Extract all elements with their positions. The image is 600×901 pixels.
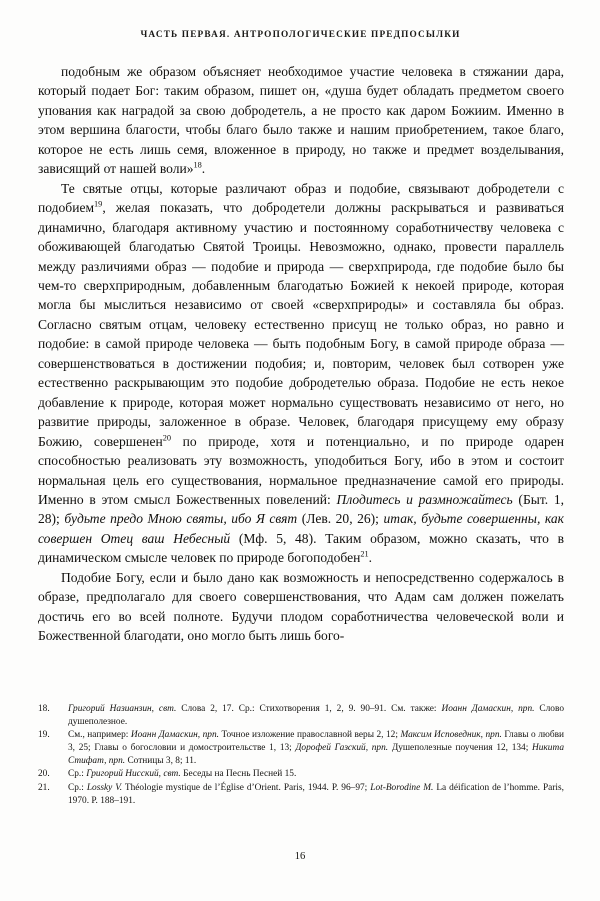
footnote-21-author-2: Lot-Borodine M.	[370, 783, 434, 794]
footnote-18-body-1: Слова 2, 17. Ср.: Стихотворения 1, 2, 9. 90–91. См. также:	[176, 704, 442, 714]
footnote-18-author-2: Иоанн Дамаскин, прп.	[441, 704, 535, 714]
footnote-19-author-2: Максим Исповедник, прп.	[400, 730, 502, 741]
footnote-19-body-4: Сотницы 3, 8; 11.	[125, 755, 197, 766]
footnote-21	[38, 782, 564, 807]
footnote-19-text	[68, 729, 564, 767]
paragraph-1-tail: .	[201, 161, 206, 177]
paragraph-2-segment-1: Те святые отцы, которые различают образ и подобие, связывают добродетели с подобием	[38, 180, 564, 216]
paragraph-2-segment-2: , желая показать, что добродетели должны раскрываться и развиваться динамично, благодаря активному участию и постоянному соработничеству человека с обоживающей благодатью Святой Троицы. Невозможно, однако, провести параллель между различиями образ — подобие и природа — сверхприрода, где подобие было бы чем-то сверхприродным, добавленным благодатью Божией к некоей природе, которая могла бы мыслиться независимо от своей «сверхприроды» и составляла бы образ. Согласно святым отцам, человеку естественно присущ не только образ, но равно и подобие: в самой природе человека — быть подобным Богу, в самой природе образа — совершенствоваться в достижении подобия; и, повторим, человек был сотворен уже естественно раскрывающим это подобие добродетелью образа. Подобие не есть некое добавление к природе, которая может нормально существовать независимо от него, но развитие природы, заложенное в образе. Человек, благодаря присущему ему образу Божию, совершенен	[38, 200, 564, 449]
footnote-19-body-3: Душеполезные поучения 12, 134;	[388, 742, 532, 753]
scripture-quote-matthew: итак, будьте совершенны, как совершен Отец ваш Небесный	[38, 511, 564, 546]
footnote-21-intro: Ср.:	[68, 783, 87, 794]
footnote-19	[38, 729, 564, 767]
footnote-ref-19[interactable]: 19	[94, 199, 103, 209]
footnote-21-body-1: Théologie mystique de l’Église d’Orient. Paris, 1944. P. 96–97;	[122, 783, 371, 794]
paragraph-1-text: подобным же образом объясняет необходимое участие человека в стяжании дара, который подает Бог: таким образом, пишет он, «душа будет обладать предметом своего упования как наградой за свою добродетель, а не просто как даром Божиим. Именно в этом вершина благости, чтобы благо было также и нашим приобретением, такое благо, которое не есть лишь семя, вложенное в природу, но также и предмет возделывания, зависящий от нашей воли»	[38, 64, 564, 177]
footnote-19-body-2: Главы о любви 3, 25; Главы о богословии и домостроительстве 1, 13;	[68, 730, 565, 753]
scripture-quote-genesis: Плодитесь и размножайтесь	[336, 491, 513, 507]
running-head: ЧАСТЬ ПЕРВАЯ. АНТРОПОЛОГИЧЕСКИЕ ПРЕДПОСЫЛКИ	[140, 30, 461, 40]
footnote-18-body-2: Слово душеполезное.	[68, 704, 564, 727]
footnote-19-author-1: Иоанн Дамаскин, прп.	[130, 730, 219, 741]
footnote-20-body-1: Беседы на Песнь Песней 15.	[180, 769, 297, 780]
page-number: 16	[294, 851, 306, 862]
paragraph-3-text: Подобие Богу, если и было дано как возможность и непосредственно содержалось в образе, предполагало для своего совершенствования, что Адам сам должен пожелать достичь его во всей полноте. Будучи плодом соработничества человеческой воли и Божественной благодати, оно могло быть лишь бого-	[38, 569, 564, 644]
footnote-19-number: 19.	[38, 730, 50, 741]
paragraph-3	[38, 568, 564, 646]
paragraph-2-segment-5: (Лев. 20, 26);	[297, 511, 384, 527]
paragraph-1	[38, 62, 564, 179]
footnote-21-text	[68, 782, 564, 807]
paragraph-2	[38, 179, 564, 568]
footnote-18-text	[68, 703, 564, 728]
footnote-21-author-1: Lossky V.	[86, 783, 123, 794]
footnote-21-body-2: La déification de l’homme. Paris, 1970. P. 188–191.	[68, 783, 564, 806]
footnote-19-author-4: Никита Стифат, прп.	[68, 742, 564, 766]
paragraph-2-segment-3: по природе, хотя и потенциально, и по природе одарен способностью реализовать эту возможность, уподобиться Богу, ибо в этом и состоит нормальная цель его существования, нормальное предназначение самой его природы. Именно в этом смысл Божественных повелений:	[38, 433, 564, 507]
footnote-19-intro: См., например:	[68, 730, 131, 741]
footnote-18-author-1: Григорий Назианзин, свт.	[68, 704, 177, 714]
paragraph-2-segment-4: (Быт. 1, 28);	[38, 491, 564, 527]
scripture-quote-leviticus: будьте предо Мною святы, ибо Я свят	[64, 511, 298, 527]
footnote-21-number: 21.	[38, 783, 50, 794]
footnote-ref-21[interactable]: 21	[360, 549, 369, 559]
footnote-20-number: 20.	[38, 769, 50, 780]
paragraph-2-segment-6: (Мф. 5, 48). Таким образом, можно сказать, что в динамическом смысле человек по природе богоподобен	[38, 530, 564, 566]
footnotes-section	[38, 703, 564, 809]
footnote-20-text	[68, 768, 564, 781]
paragraph-2-segment-7: .	[368, 550, 373, 566]
footnote-18	[38, 703, 564, 728]
body-text-block	[38, 62, 564, 646]
footnote-20-intro: Ср.:	[68, 769, 87, 780]
footnote-20	[38, 768, 564, 781]
footnote-ref-18[interactable]: 18	[193, 160, 202, 170]
footnote-20-author-1: Григорий Нисский, свт.	[86, 769, 181, 780]
footnote-ref-20[interactable]: 20	[162, 433, 172, 443]
footnote-18-number: 18.	[38, 704, 50, 714]
footnote-19-body-1: Точное изложение православной веры 2, 12;	[218, 730, 401, 741]
footnote-19-author-3: Дорофей Газский, прп.	[295, 742, 389, 753]
